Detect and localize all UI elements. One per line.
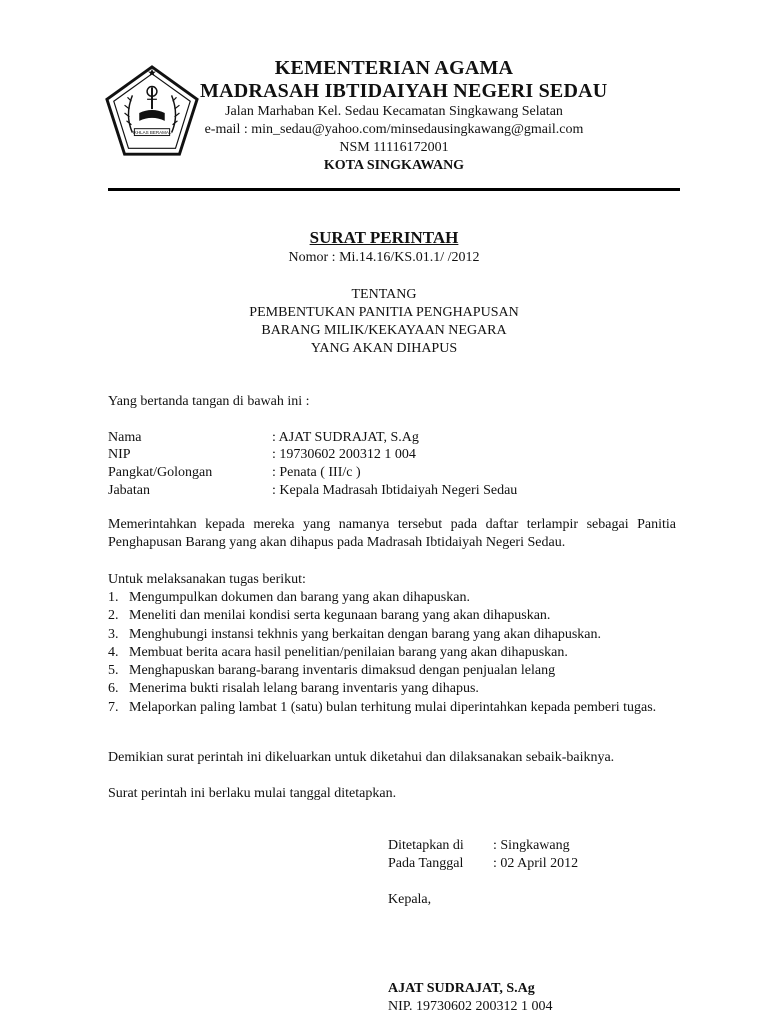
letterhead-nsm: NSM 11116172001 [339,140,449,155]
order-paragraph: Memerintahkan kepada mereka yang namanya tersebut pada daftar terlampir sebagai Panitia Penghapusan Barang yang akan dihapus pada Madrasah Ibtidaiyah Negeri Sedau. [108,517,676,551]
signer-nip-label: NIP [108,447,131,462]
list-item: 2. Meneliti dan menilai kondisi serta kegunaan barang yang akan dihapuskan. [108,608,551,624]
letterhead-school: MADRASAH IBTIDAIYAH NEGERI SEDAU [200,80,608,102]
tasks-intro: Untuk melaksanakan tugas berikut: [108,572,306,587]
signer-nip: NIP. 19730602 200312 1 004 [388,999,553,1014]
date-label: Pada Tanggal [388,856,464,871]
document-title: SURAT PERINTAH [309,228,459,247]
document-number: Nomor : Mi.14.16/KS.01.1/ /2012 [288,250,480,265]
signer-position-value: : Kepala Madrasah Ibtidaiyah Negeri Sedau [272,483,518,498]
list-item: 4. Membuat berita acara hasil penelitian/penilaian barang yang akan dihapuskan. [108,644,568,660]
intro-text: Yang bertanda tangan di bawah ini : [108,394,310,409]
list-item: 6. Menerima bukti risalah lelang barang inventaris yang dihapus. [108,681,479,697]
signer-role: Kepala, [388,892,432,907]
svg-text:IKHLAS BERAMAL: IKHLAS BERAMAL [132,130,172,136]
list-item: 5. Menghapuskan barang-barang inventaris dimaksud dengan penjualan lelang [108,663,556,679]
signer-nip-value: : 19730602 200312 1 004 [272,447,416,462]
signer-rank-value: : Penata ( III/c ) [272,465,361,480]
letterhead-divider [108,188,680,191]
subject-line-1: PEMBENTUKAN PANITIA PENGHAPUSAN [249,305,519,320]
signer-position-label: Jabatan [108,483,150,498]
closing-statement: Demikian surat perintah ini dikeluarkan untuk diketahui dan dilaksanakan sebaik-baiknya. [108,750,615,765]
subject-line-3: YANG AKAN DIHAPUS [310,341,458,356]
list-item: 7. Melaporkan paling lambat 1 (satu) bulan terhitung mulai diperintahkan kepada pemberi tugas. [108,699,657,715]
about-heading: TENTANG [351,287,417,302]
date-value: : 02 April 2012 [493,856,579,871]
list-item: 1. Mengumpulkan dokumen dan barang yang akan dihapuskan. [108,590,470,605]
signer-name: AJAT SUDRAJAT, S.Ag [388,981,535,996]
signer-name-label: Nama [108,430,142,445]
place-label: Ditetapkan di [388,838,464,853]
task-list [108,589,678,717]
signer-name-value: : AJAT SUDRAJAT, S.Ag [272,430,419,445]
letterhead-org: KEMENTERIAN AGAMA [274,57,514,79]
signer-rank-label: Pangkat/Golongan [108,465,213,480]
subject-line-2: BARANG MILIK/KEKAYAAN NEGARA [261,323,507,338]
letterhead-email: e-mail : min_sedau@yahoo.com/minsedausingkawang@gmail.com [204,122,584,137]
list-item: 3. Menghubungi instansi tekhnis yang berkaitan dengan barang yang akan dihapuskan. [108,626,601,642]
letterhead-city: KOTA SINGKAWANG [323,158,465,173]
validity-statement: Surat perintah ini berlaku mulai tanggal ditetapkan. [108,786,397,801]
letterhead-address: Jalan Marhaban Kel. Sedau Kecamatan Singkawang Selatan [225,104,563,119]
place-value: : Singkawang [493,838,570,853]
ministry-emblem-icon [103,64,201,162]
